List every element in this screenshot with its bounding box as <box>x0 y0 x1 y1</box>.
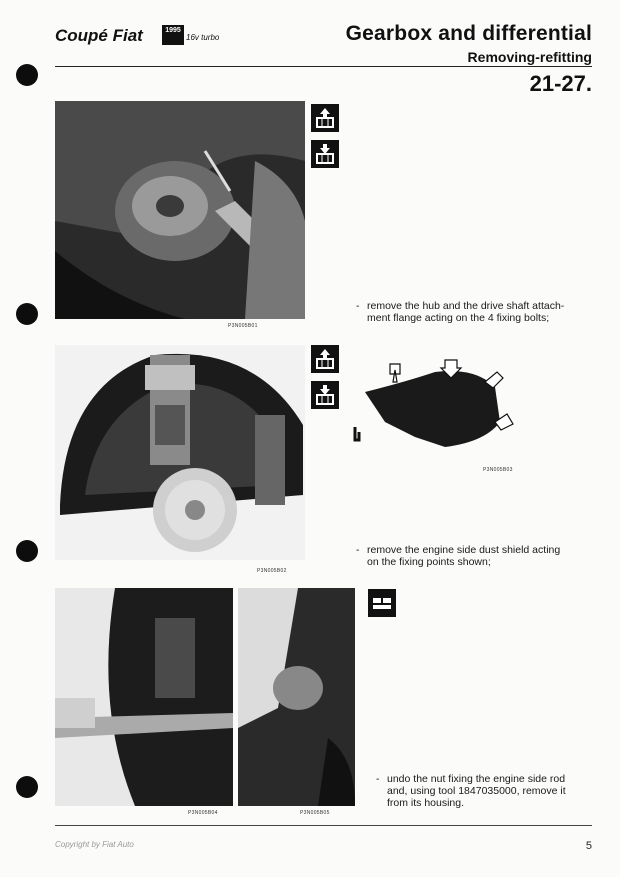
step-line: ment flange acting on the 4 fixing bolts; <box>367 312 550 324</box>
page-title: Gearbox and differential <box>345 22 592 45</box>
photo-dust-shield <box>55 345 305 560</box>
photo-engine-rod-nut <box>55 588 233 806</box>
figure-caption: P3N005B04 <box>188 810 218 816</box>
removing-icon <box>311 345 339 373</box>
page-number: 5 <box>585 840 592 852</box>
binder-hole <box>16 776 38 798</box>
section-number: 21-27. <box>529 71 592 96</box>
photo-hub-removal <box>55 101 305 319</box>
photo-engine-rod-tool <box>238 588 355 806</box>
binder-hole <box>16 303 38 325</box>
page-subtitle: Removing-refitting <box>467 49 592 65</box>
header-divider <box>55 66 592 67</box>
figure-caption: P3N005B03 <box>483 467 513 473</box>
removing-icon <box>311 104 339 132</box>
brand-name: Coupé Fiat <box>55 26 143 45</box>
step-line: on the fixing points shown; <box>367 556 491 568</box>
year-badge <box>162 25 184 45</box>
diagram-dust-shield <box>345 352 525 457</box>
binder-hole <box>16 540 38 562</box>
step-remove-hub: - remove the hub and the drive shaft attach- ment flange acting on the 4 fixing bolts; <box>367 300 597 324</box>
step-line: and, using tool 1847035000, remove it <box>387 785 566 797</box>
step-line: undo the nut fixing the engine side rod <box>387 773 566 785</box>
figure-caption: P3N005B05 <box>300 810 330 816</box>
binder-hole <box>16 64 38 86</box>
step-line: from its housing. <box>387 797 465 809</box>
step-line: remove the engine side dust shield acting <box>367 544 561 556</box>
figure-caption: P3N005B02 <box>257 568 287 574</box>
copyright-text: Copyright by Fiat Auto <box>55 840 134 849</box>
step-remove-engine-rod: - undo the nut fixing the engine side rod and, using tool 1847035000, remove it from its housing. <box>387 773 602 809</box>
tool-icon <box>368 589 396 617</box>
refitting-icon <box>311 140 339 168</box>
step-line: remove the hub and the drive shaft attach- <box>367 300 565 312</box>
figure-caption: P3N005B01 <box>228 323 258 329</box>
step-remove-dust-shield: - remove the engine side dust shield acting on the fixing points shown; <box>367 544 597 568</box>
refitting-icon <box>311 381 339 409</box>
variant-label: 16v turbo <box>186 33 220 42</box>
year-badge-text: 1995 <box>165 27 181 34</box>
footer-divider <box>55 825 592 826</box>
